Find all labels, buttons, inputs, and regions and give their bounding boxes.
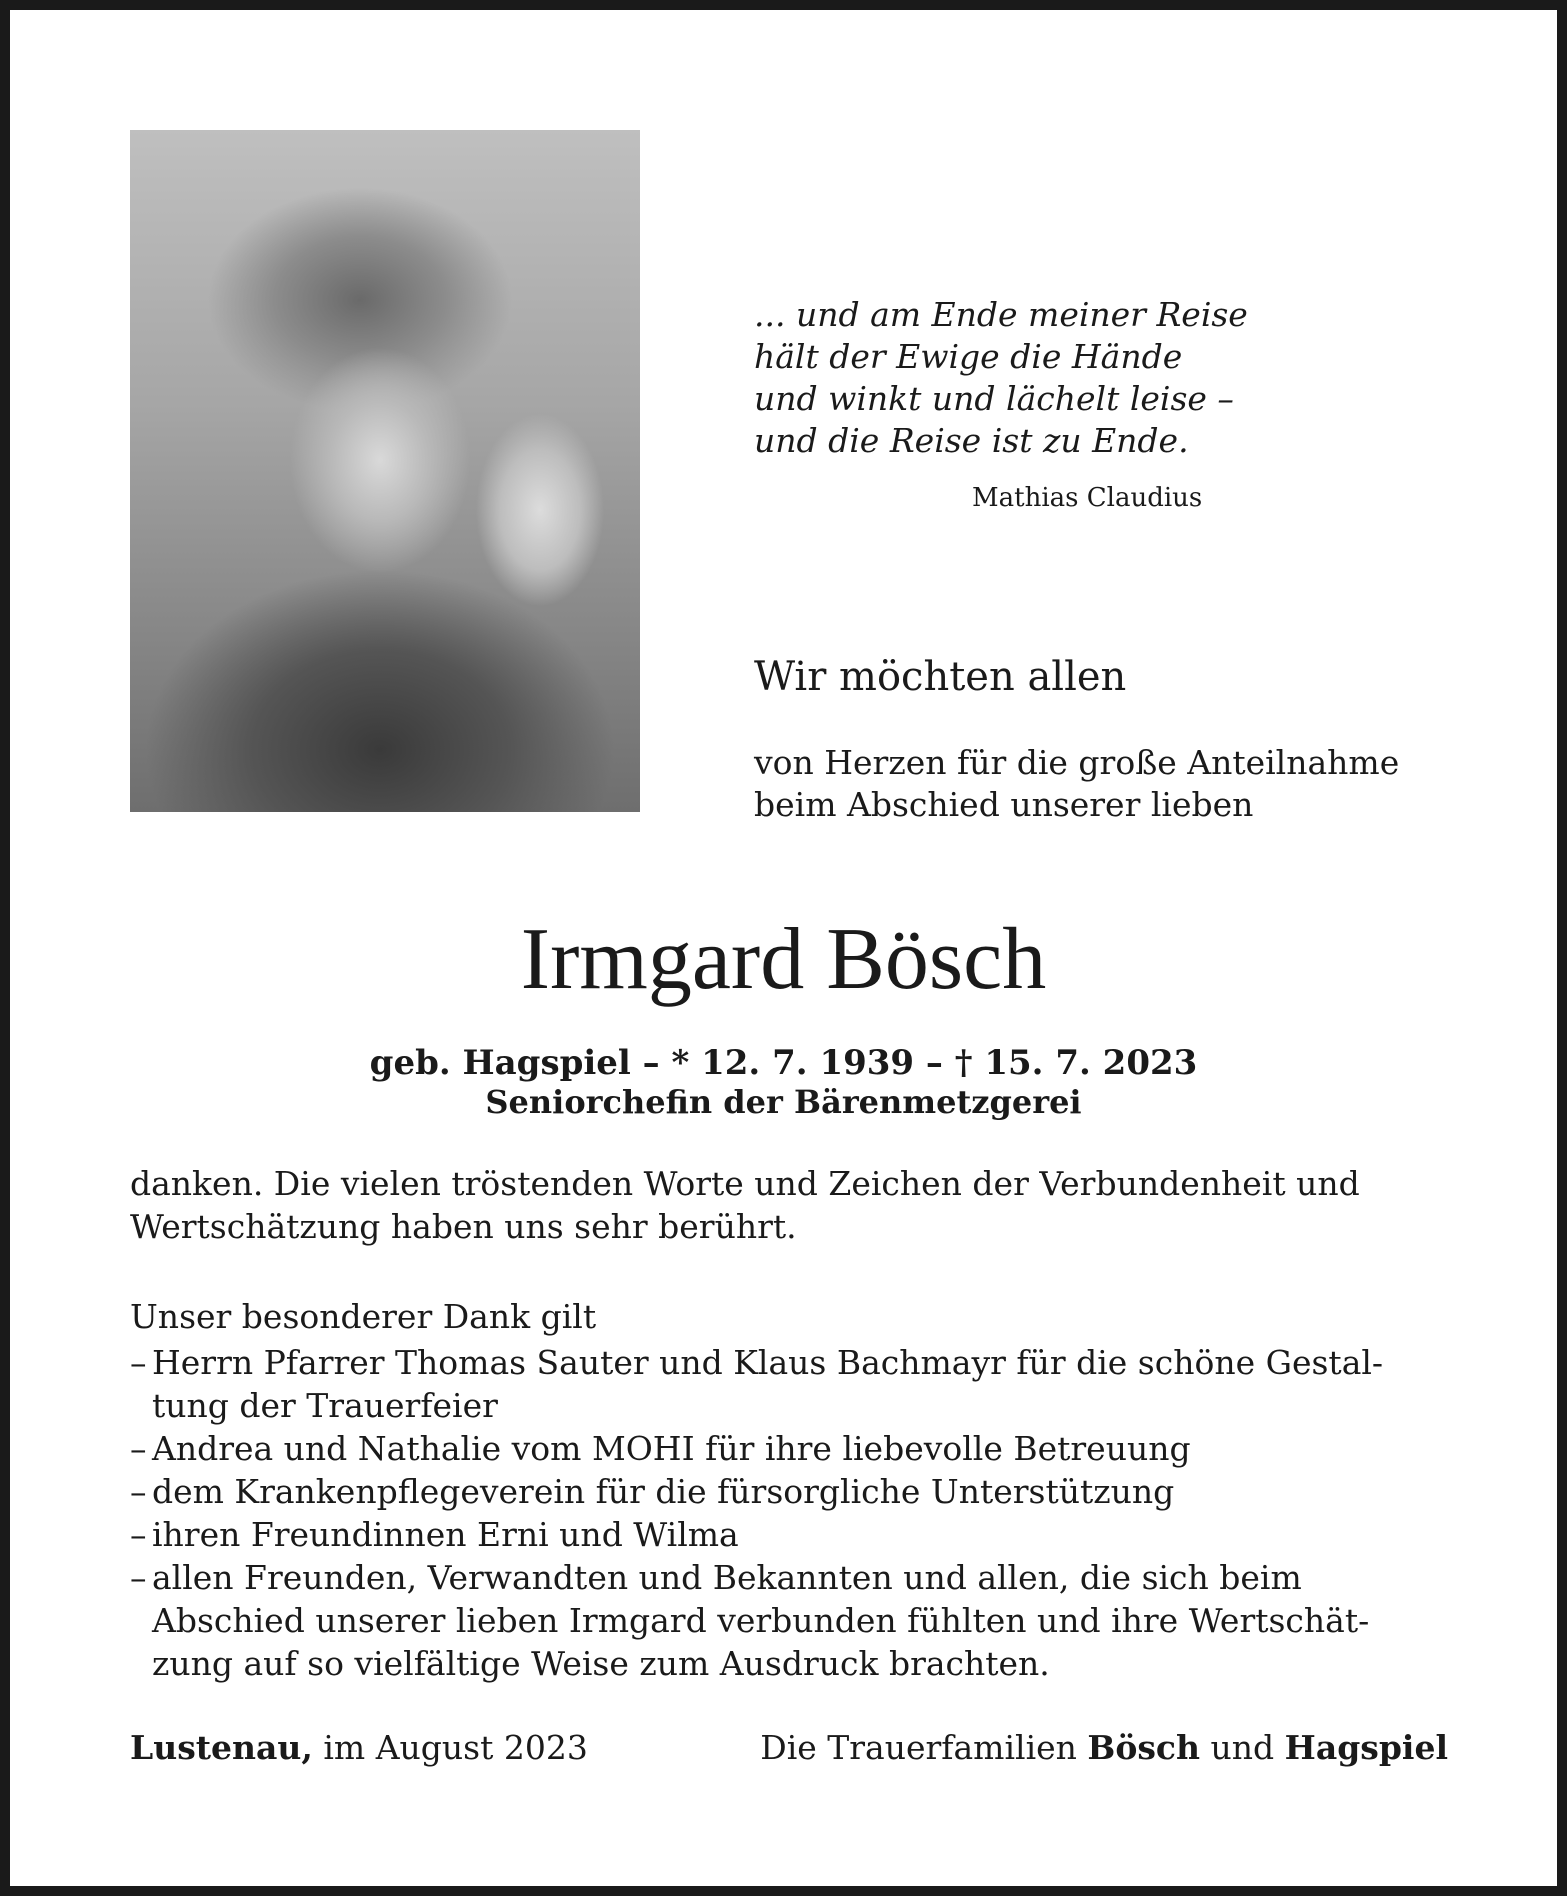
thanks-intro: Unser besonderer Dank gilt — [130, 1297, 597, 1336]
body-line: Wertschätzung haben uns sehr berührt. — [130, 1207, 797, 1246]
thanks-list — [130, 1341, 1448, 1685]
quote-line: und die Reise ist zu Ende. — [754, 421, 1189, 460]
list-line: ihren Freundinnen Erni und Wilma — [152, 1515, 739, 1554]
thanks-line: beim Abschied unserer lieben — [754, 785, 1254, 824]
deceased-role: Seniorchefin der Bärenmetzgerei — [485, 1083, 1082, 1121]
deceased-name: Irmgard Bösch — [520, 911, 1047, 1008]
footer-families — [760, 1728, 1448, 1767]
list-dash: – — [130, 1429, 147, 1468]
footer-place: Lustenau, — [130, 1728, 313, 1767]
list-line: zung auf so vielfältige Weise zum Ausdruck brachten. — [152, 1644, 1050, 1683]
families-and: und — [1210, 1728, 1275, 1767]
list-line: Andrea und Nathalie vom MOHI für ihre liebevolle Betreuung — [152, 1429, 1191, 1468]
list-dash: – — [130, 1472, 147, 1511]
quote-line: und winkt und lächelt leise – — [754, 379, 1234, 418]
list-line: allen Freunden, Verwandten und Bekannten und allen, die sich beim — [152, 1558, 1302, 1597]
poem-quote — [754, 294, 1314, 462]
family-name-2: Hagspiel — [1284, 1728, 1448, 1767]
thanks-heading: Wir möchten allen — [754, 654, 1127, 700]
list-line: Abschied unserer lieben Irmgard verbunden fühlten und ihre Wertschät- — [152, 1601, 1370, 1640]
quote-author: Mathias Claudius — [972, 483, 1203, 513]
list-line: dem Krankenpflegeverein für die fürsorgliche Unterstützung — [152, 1472, 1175, 1511]
families-prefix: Die Trauerfamilien — [760, 1728, 1077, 1767]
list-dash: – — [130, 1558, 147, 1597]
list-line: Herrn Pfarrer Thomas Sauter und Klaus Bachmayr für die schöne Gestal- — [152, 1343, 1384, 1382]
list-item — [130, 1556, 1448, 1685]
deceased-dates: geb. Hagspiel – * 12. 7. 1939 – † 15. 7. 2023 — [369, 1043, 1198, 1083]
list-line: tung der Trauerfeier — [152, 1386, 498, 1425]
list-item — [130, 1427, 1448, 1470]
family-name-1: Bösch — [1087, 1728, 1200, 1767]
thanks-line: von Herzen für die große Anteilnahme — [754, 743, 1400, 782]
portrait-photo — [130, 130, 640, 812]
list-item — [130, 1341, 1448, 1427]
list-item — [130, 1513, 1448, 1556]
footer-date: im August 2023 — [323, 1728, 588, 1767]
thanks-subtext — [754, 742, 1399, 826]
list-dash: – — [130, 1343, 147, 1382]
list-dash: – — [130, 1515, 147, 1554]
quote-line: ... und am Ende meiner Reise — [754, 295, 1248, 334]
quote-line: hält der Ewige die Hände — [754, 337, 1183, 376]
body-line: danken. Die vielen tröstenden Worte und Zeichen der Verbundenheit und — [130, 1164, 1360, 1203]
footer-place-date — [130, 1728, 588, 1767]
list-item — [130, 1470, 1448, 1513]
body-text — [130, 1162, 1448, 1248]
